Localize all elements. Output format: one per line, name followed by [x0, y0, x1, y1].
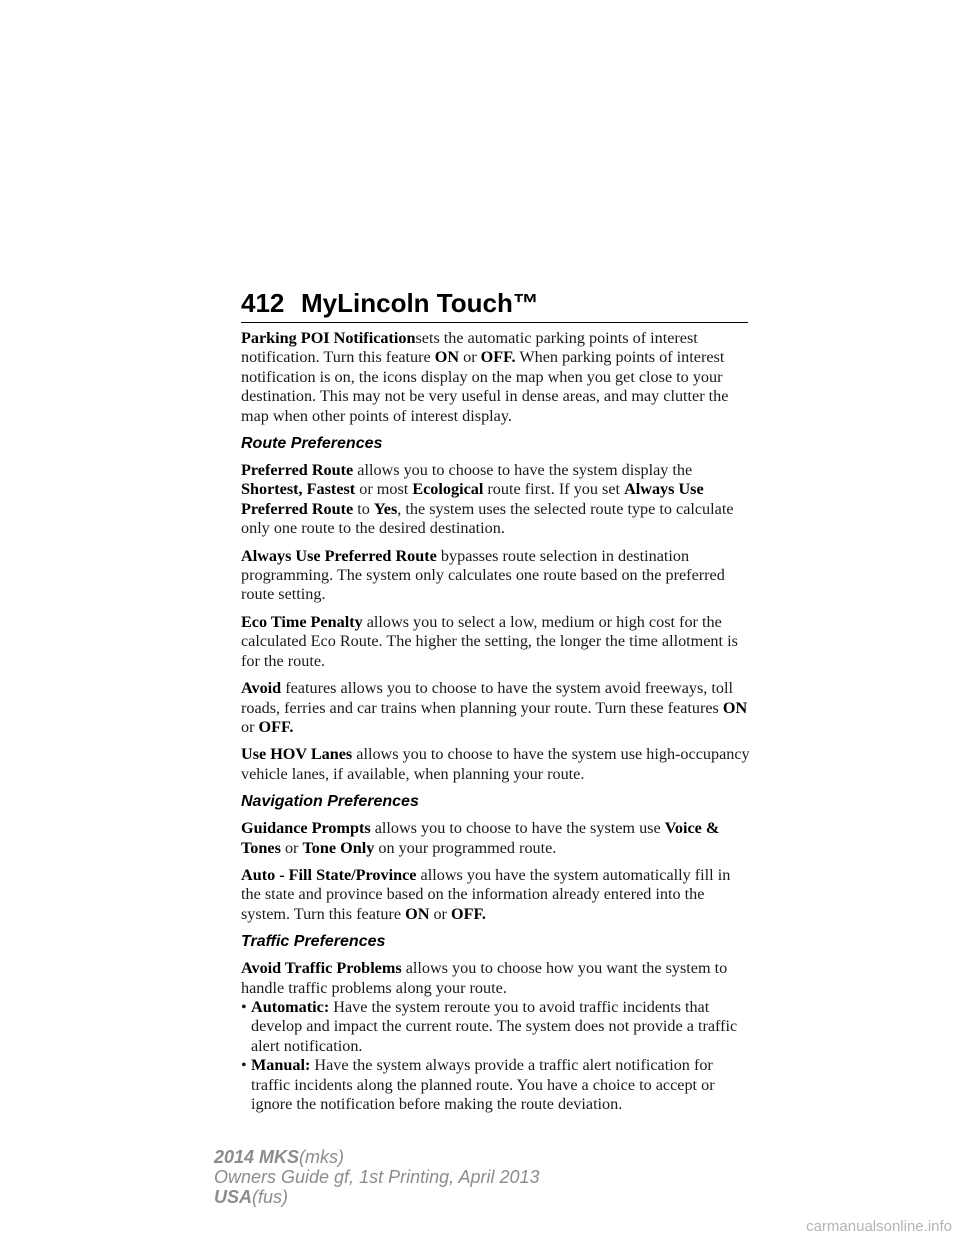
footer-market-code: (fus)	[252, 1187, 289, 1207]
bullet-icon: •	[241, 997, 247, 1016]
term-auto-fill: Auto - Fill State/Province	[241, 865, 417, 884]
off-label: OFF.	[450, 904, 486, 923]
paragraph-text: allows you to choose to have the system use high-occupancy vehicle lanes, if available, when planning your route.	[241, 745, 750, 783]
page-body	[241, 329, 753, 1114]
term-avoid-traffic-problems: Avoid Traffic Problems	[241, 959, 402, 978]
paragraph-text: allows you have the system automatically fill in the state and province based on the information already entered into the system. Turn this feature	[241, 865, 731, 923]
paragraph-text: allows you to choose to have the system display the	[353, 461, 693, 480]
footer-line-market	[214, 1187, 540, 1207]
term-eco-time-penalty: Eco Time Penalty	[241, 612, 363, 631]
heading-navigation-preferences: Navigation Preferences	[241, 793, 419, 811]
paragraph-text: or	[280, 838, 303, 857]
paragraph-text: on your programmed route.	[374, 838, 557, 857]
always-use-preferred-paragraph	[241, 547, 753, 605]
watermark: carmanualsonline.info	[806, 1218, 952, 1235]
option-yes: Yes	[373, 499, 398, 518]
avoid-traffic-paragraph	[241, 959, 753, 998]
heading-route-preferences: Route Preferences	[241, 435, 383, 453]
page-header	[241, 286, 748, 323]
paragraph-text: allows you to choose how you want the system to handle traffic problems along your route.	[241, 959, 728, 997]
bullet-text	[251, 998, 753, 1056]
option-voice-tones: Voice & Tones	[241, 819, 720, 857]
parking-poi-paragraph	[241, 329, 753, 426]
page-footer	[214, 1147, 540, 1207]
term-use-hov-lanes: Use HOV Lanes	[241, 745, 353, 764]
paragraph-text: or most	[355, 480, 413, 499]
avoid-paragraph	[241, 679, 753, 737]
option-ecological: Ecological	[412, 480, 484, 499]
term-guidance-prompts: Guidance Prompts	[241, 819, 371, 838]
paragraph-text: allows you to choose to have the system use	[370, 819, 665, 838]
bullet-text	[251, 1056, 753, 1114]
footer-market: USA	[214, 1187, 253, 1207]
term-avoid: Avoid	[241, 679, 282, 698]
bullet-icon: •	[241, 1056, 247, 1075]
on-label: ON	[405, 904, 430, 923]
paragraph-text: bypasses route selection in destination programming. The system only calculates one route based on the preferred route setting.	[241, 546, 725, 604]
option-shortest-fastest: Shortest, Fastest	[241, 480, 356, 499]
eco-time-penalty-paragraph	[241, 613, 753, 671]
footer-line-edition: Owners Guide gf, 1st Printing, April 2013	[214, 1167, 540, 1187]
term-manual: Manual:	[251, 1056, 311, 1075]
term-always-use-preferred-route: Always Use Preferred Route	[241, 546, 437, 565]
on-label: ON	[434, 348, 460, 367]
paragraph-text: sets the automatic parking points of interest notification. Turn this feature	[241, 329, 698, 367]
section-title: MyLincoln Touch™	[301, 288, 539, 318]
footer-model: 2014 MKS	[214, 1147, 300, 1167]
off-label: OFF.	[258, 717, 294, 736]
guidance-prompts-paragraph	[241, 819, 753, 858]
paragraph-text: or	[241, 717, 259, 736]
paragraph-text: features allows you to choose to have the system avoid freeways, toll roads, ferries and car trains when planning your route. Turn these features	[241, 679, 733, 717]
term-preferred-route: Preferred Route	[241, 461, 354, 480]
paragraph-text: or	[459, 348, 481, 367]
hov-lanes-paragraph	[241, 745, 753, 784]
on-label: ON	[722, 698, 748, 717]
paragraph-text: When parking points of interest notification is on, the icons display on the map when you get close to your destination. This may not be very useful in dense areas, and may clutter the map when other points of interest display.	[241, 348, 729, 425]
term-parking-poi: Parking POI Notification	[241, 329, 416, 347]
paragraph-text: Have the system always provide a traffic alert notification for traffic incidents along the planned route. You have a choice to accept or ignore the notification before making the route deviation.	[251, 1056, 715, 1113]
footer-model-code: (mks)	[299, 1147, 345, 1167]
page-number: 412	[241, 288, 285, 318]
paragraph-text: , the system uses the selected route type to calculate only one route to the desired destination.	[241, 499, 734, 538]
paragraph-text: route first. If you set	[483, 480, 625, 499]
bullet-item	[241, 1056, 753, 1114]
paragraph-text: to	[353, 499, 374, 518]
paragraph-text: Have the system reroute you to avoid traffic incidents that develop and impact the current route. The system does not provide a traffic alert notification.	[251, 997, 738, 1055]
bullet-item	[241, 998, 753, 1056]
footer-line-model	[214, 1147, 540, 1167]
option-tone-only: Tone Only	[302, 838, 375, 857]
preferred-route-paragraph	[241, 461, 753, 539]
option-always-use-preferred: Always Use Preferred Route	[241, 480, 704, 518]
paragraph-text: allows you to select a low, medium or high cost for the calculated Eco Route. The higher the setting, the longer the time allotment is for the route.	[241, 612, 738, 670]
off-label: OFF.	[480, 348, 516, 367]
paragraph-text: or	[429, 904, 451, 923]
heading-traffic-preferences: Traffic Preferences	[241, 933, 386, 951]
term-automatic: Automatic:	[251, 997, 330, 1016]
auto-fill-paragraph	[241, 866, 753, 924]
